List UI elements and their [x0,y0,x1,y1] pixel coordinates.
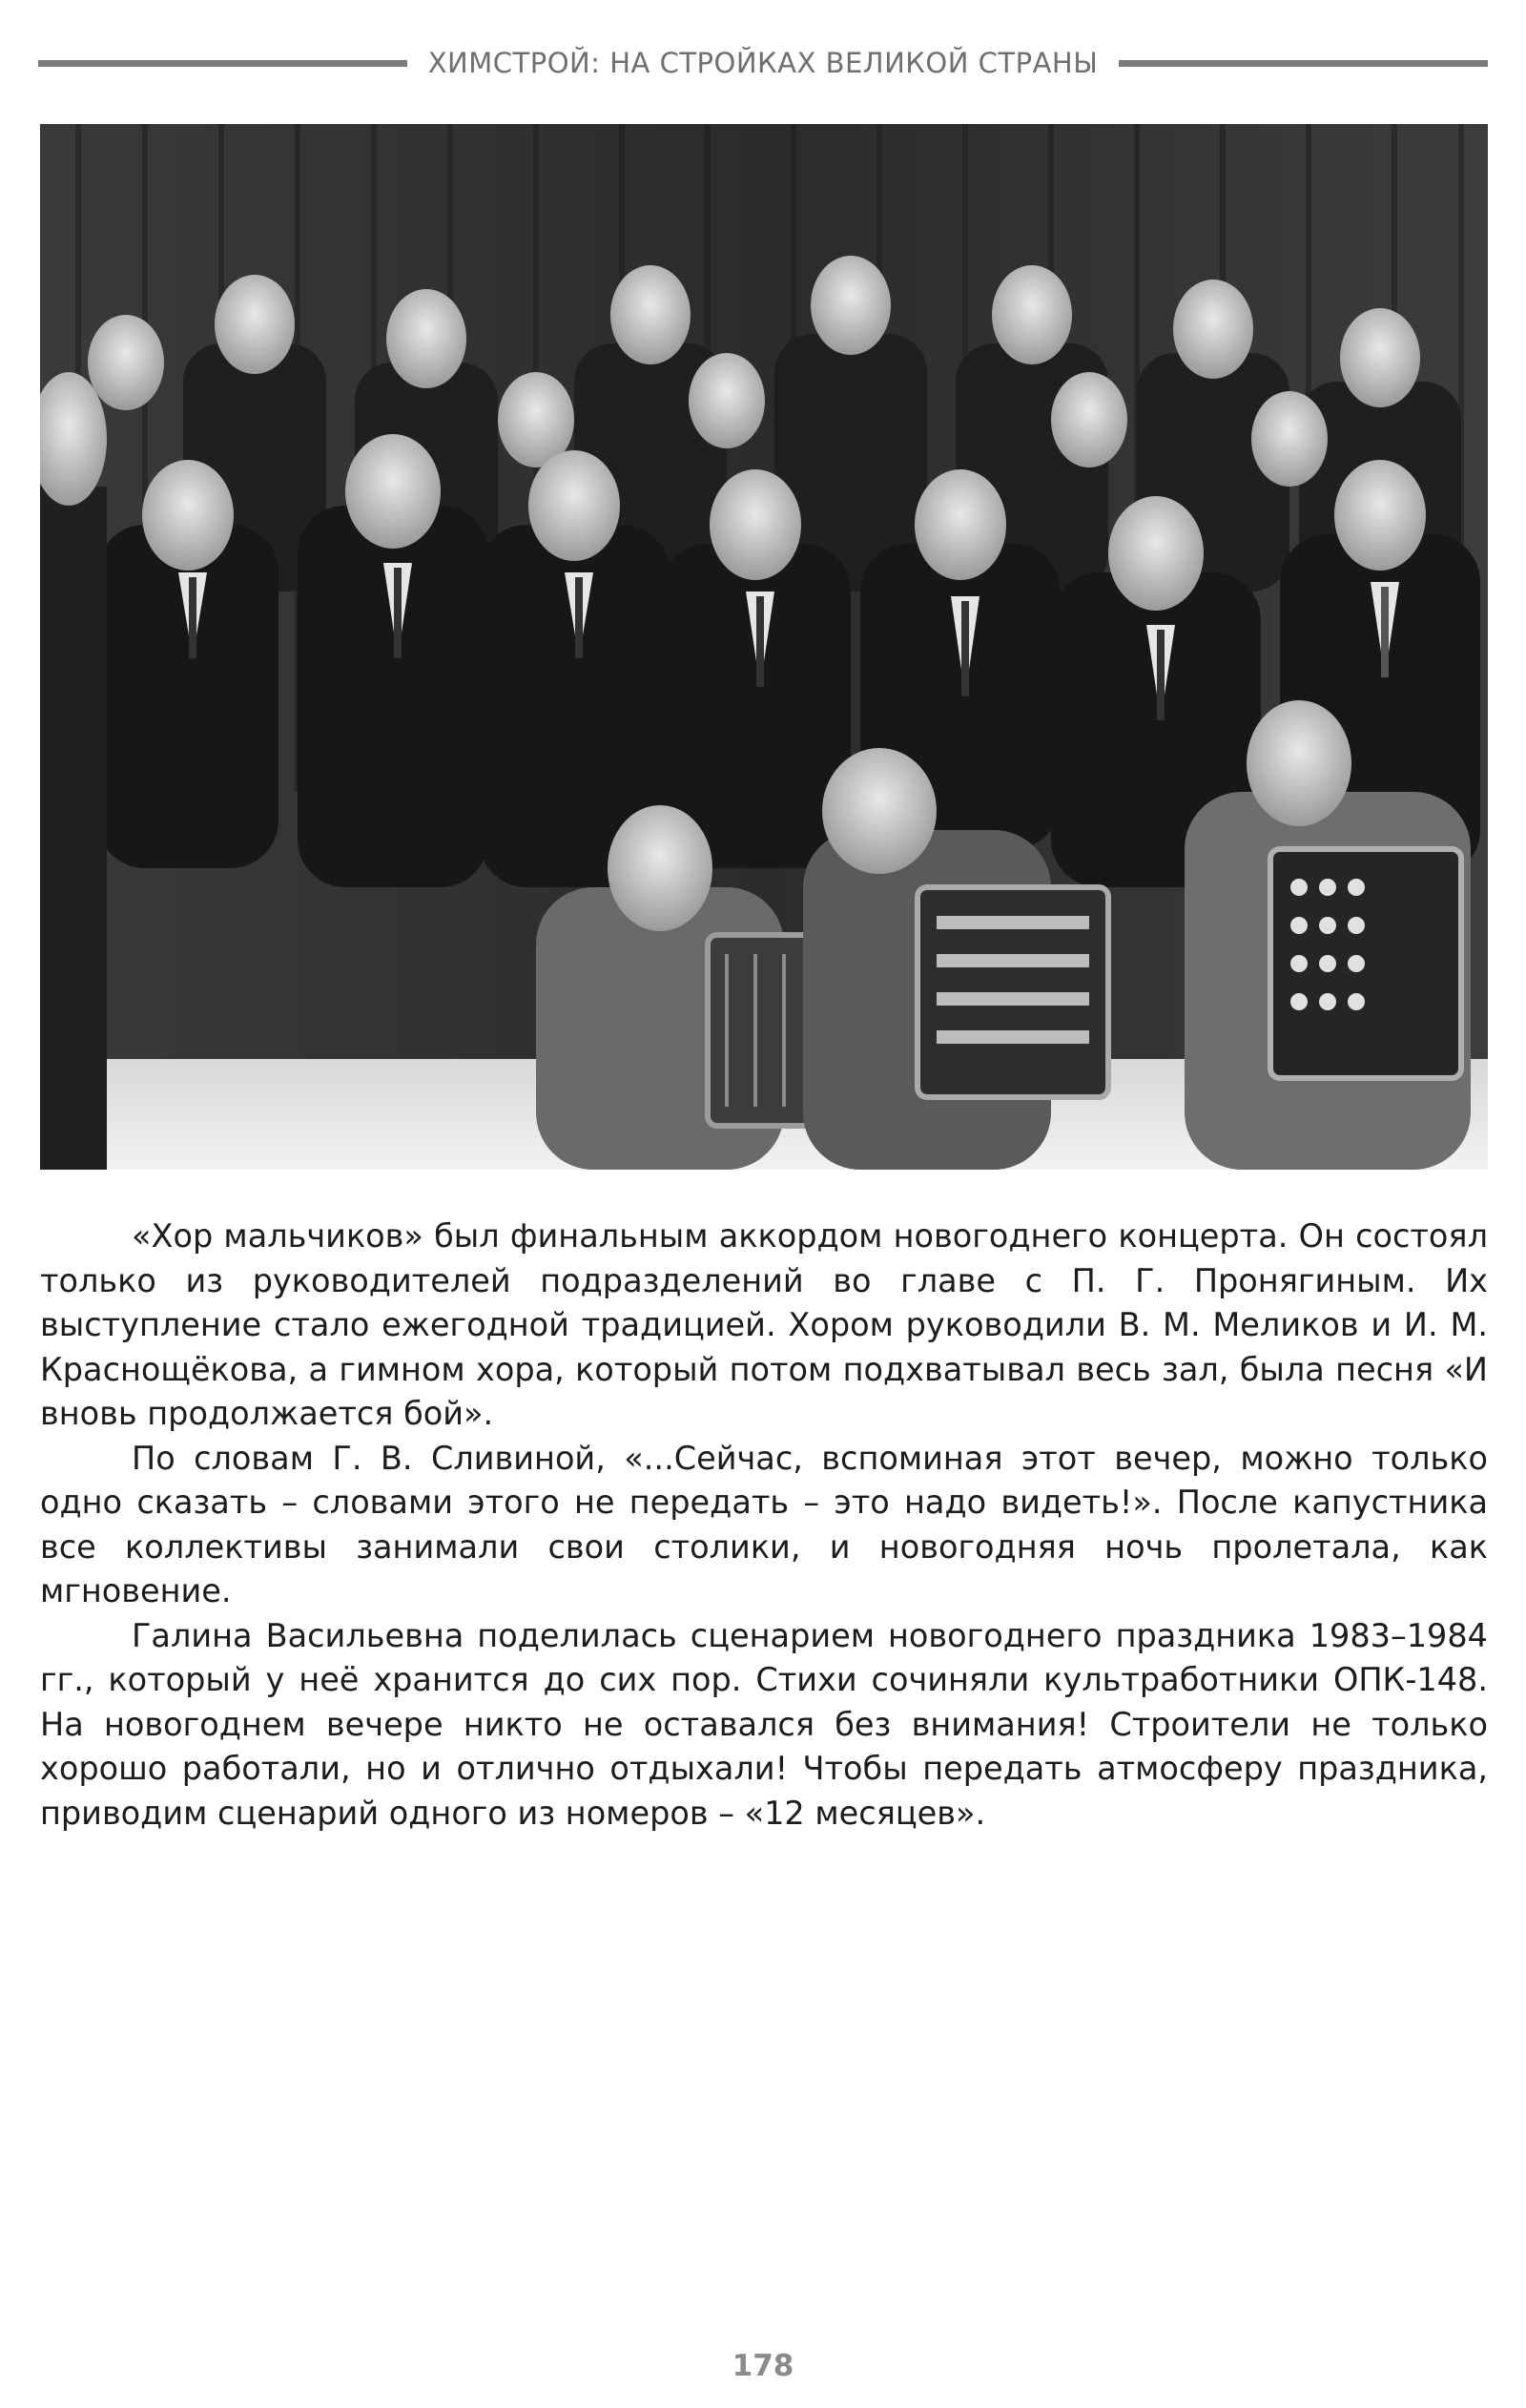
choir-photo-illustration [40,124,1488,1170]
paragraph-1: «Хор мальчиков» был финальным аккордом новогоднего концерта. Он состоял только из руководителей подразделений во главе с П. Г. Пронягиным. Их выступление стало ежегодной традицией. Хором руководили В. М. Меликов и И. М. Краснощёкова, а гимном хора, который потом подхватывал весь зал, была песня «И вновь продолжается бой». [40,1217,1488,1432]
paragraph-3: Галина Васильевна поделилась сценарием новогоднего праздника 1983–1984 гг., который у неё хранится до сих пор. Стихи сочиняли культработники ОПК-148. На новогоднем вечере никто не оставался без внимания! Строители не только хорошо работали, но и отлично отдыхали! Чтобы передать атмосферу праздника, приводим сценарий одного из номеров – «12 месяцев». [40,1616,1488,1832]
article-body [40,1214,1488,1836]
running-title: ХИМСТРОЙ: НА СТРОЙКАХ ВЕЛИКОЙ СТРАНЫ [427,47,1099,79]
paragraph-2: По словам Г. В. Сливиной, «...Сейчас, вспоминая этот вечер, можно только одно сказать – словами этого не передать – это надо видеть!». После капустника все коллективы занимали свои столики, и новогодняя ночь пролетала, как мгновение. [40,1439,1488,1609]
running-header [38,42,1488,84]
page-number: 178 [732,2349,794,2383]
choir-photograph [40,124,1488,1170]
header-rule-left [38,60,407,67]
header-rule-right [1119,60,1488,67]
